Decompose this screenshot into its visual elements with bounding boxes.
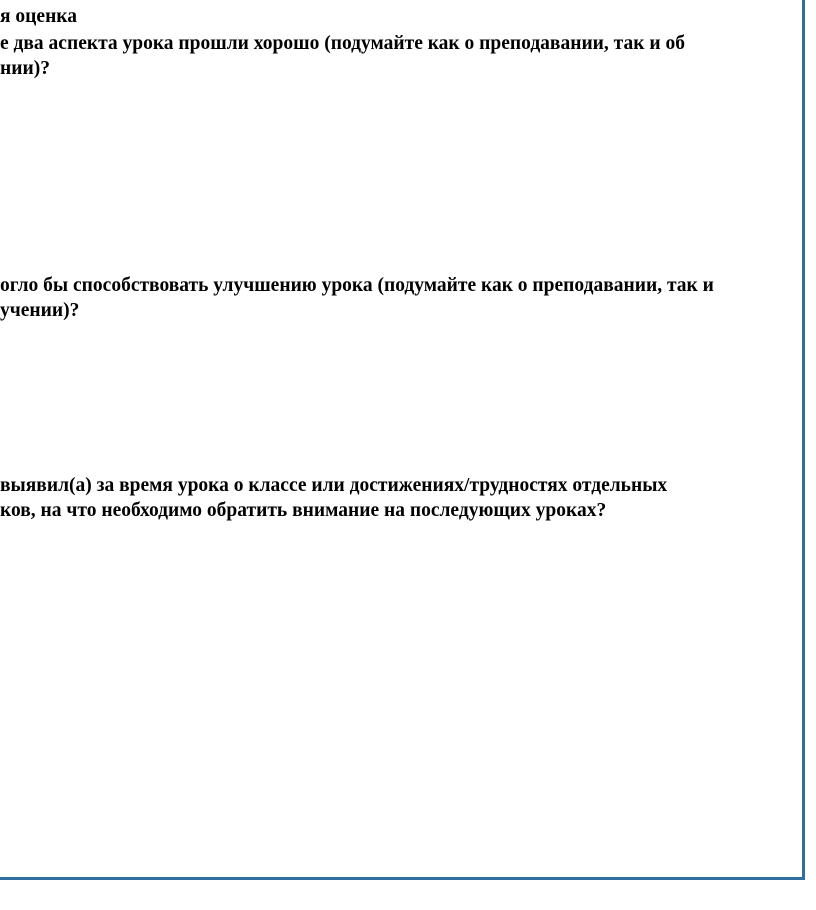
question-3-line-1: выявил(а) за время урока о классе или достижениях/трудностях отдельных xyxy=(0,475,668,496)
question-2-line-1: огло бы способствовать улучшению урока (подумайте как о преподавании, так и xyxy=(0,275,714,296)
question-1-line-1: е два аспекта урока прошли хорошо (подумайте как о преподавании, так и об xyxy=(0,33,685,54)
question-1-line-2: нии)? xyxy=(0,58,50,79)
section-title: я оценка xyxy=(0,6,77,27)
question-3-line-2: ков, на что необходимо обратить внимание на последующих уроках? xyxy=(0,500,607,521)
question-2-line-2: учении)? xyxy=(0,300,80,321)
